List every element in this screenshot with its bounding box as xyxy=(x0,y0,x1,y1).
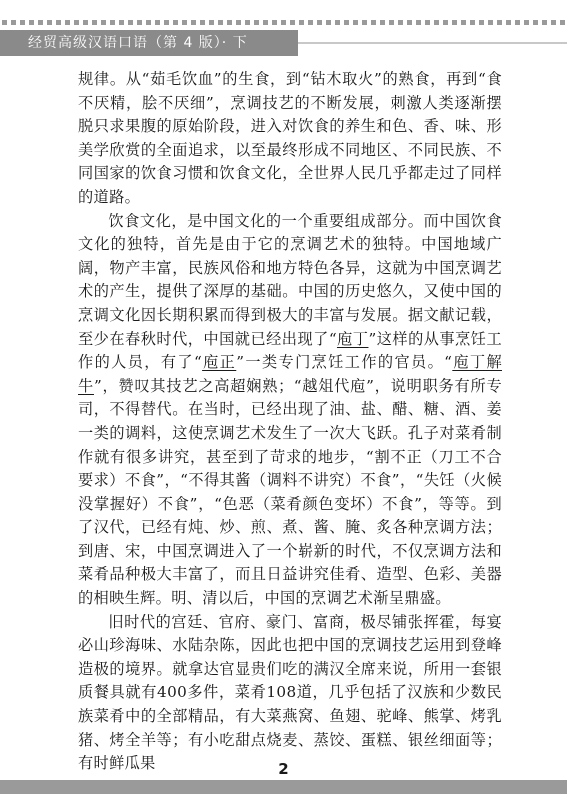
header-dot xyxy=(497,20,502,25)
header-dot xyxy=(29,20,34,25)
header-dot xyxy=(20,20,25,25)
header-dot xyxy=(281,20,286,25)
header-dot xyxy=(353,20,358,25)
paragraph-3: 旧时代的宫廷、官府、豪门、富商，极尽铺张挥霍，每宴必山珍海味、水陆杂陈，因此也把中国的烹调技艺运用到登峰造极的境界。就拿达官显贵们吃的满汉全席来说，所用一套银质餐具就有400多件，菜肴108道，几乎包括了汉族和少数民族菜肴中的全部精品，有大菜燕窝、鱼翅、驼峰、熊掌、烤乳猪、烤全羊等；有小吃甜点烧麦、蒸饺、蛋糕、银丝细面等；有时鲜瓜果 xyxy=(78,612,502,773)
header-dot xyxy=(11,20,16,25)
running-header xyxy=(0,20,567,60)
underlined-term-paozheng: 庖正 xyxy=(202,353,237,372)
header-dot xyxy=(137,20,142,25)
header-dot xyxy=(263,20,268,25)
header-dot xyxy=(398,20,403,25)
header-dot xyxy=(371,20,376,25)
header-rule xyxy=(298,42,567,44)
header-dot xyxy=(470,20,475,25)
header-dot xyxy=(38,20,43,25)
header-dot xyxy=(434,20,439,25)
header-dot xyxy=(560,20,565,25)
header-dot xyxy=(533,20,538,25)
paragraph-2-text: ”一类专门烹饪工作的官员。“ xyxy=(236,353,453,372)
header-dot xyxy=(551,20,556,25)
header-dot xyxy=(236,20,241,25)
paragraph-2-text: ”这样的从事烹饪工作的人员，有了“ xyxy=(78,329,503,372)
paragraph-2-text: 饮食文化，是中国文化的一个重要组成部分。而中国饮食文化的独特，首先是由于它的烹调艺术的独特。中国地域广阔，物产丰富，民族风俗和地方特色各异，这就为中国烹调艺术的产生，提供了深厚的基础。中国的历史悠久，又使中国的烹调文化因长期积累而得到极大的丰富与发展。据文献记载，至少在春秋时代，中国就已经出现了“ xyxy=(78,211,502,348)
header-dot xyxy=(308,20,313,25)
header-dot xyxy=(542,20,547,25)
header-dot xyxy=(173,20,178,25)
header-dot xyxy=(506,20,511,25)
header-dot xyxy=(389,20,394,25)
header-dot xyxy=(110,20,115,25)
header-dot xyxy=(47,20,52,25)
header-dot xyxy=(335,20,340,25)
header-dot xyxy=(146,20,151,25)
header-dot xyxy=(245,20,250,25)
footer-band xyxy=(0,780,567,794)
header-dot xyxy=(218,20,223,25)
paragraph-2-text: ”，赞叹其技艺之高超娴熟；“越俎代庖”，说明职务有所专司，不得替代。在当时，已经出现了油、盐、醋、糖、酒、姜一类的调料，这使烹调艺术发生了一次大飞跃。孔子对菜肴制作就有很多讲究，甚至到了苛求的地步，“割不正（刀工不合要求）不食”，“不得其酱（调料不讲究）不食”，“失饪（火候没掌握好）不食”，“色恶（菜肴颜色变坏）不食”，等等。到了汉代，已经有炖、炒、煎、煮、酱、腌、炙各种烹调方法；到唐、宋，中国烹调进入了一个崭新的时代，不仅烹调方法和菜肴品种极大丰富了，而且日益讲究佳肴、造型、色彩、美器的相映生辉。明、清以后，中国的烹调艺术渐呈鼎盛。 xyxy=(78,376,502,608)
header-dot xyxy=(272,20,277,25)
header-dot xyxy=(452,20,457,25)
header-dot xyxy=(2,20,7,25)
header-dot xyxy=(164,20,169,25)
header-dot xyxy=(155,20,160,25)
header-dot xyxy=(200,20,205,25)
header-dot xyxy=(344,20,349,25)
underlined-term-paodingjieniu: 庖丁解牛 xyxy=(78,353,502,395)
header-dot xyxy=(515,20,520,25)
header-dot xyxy=(128,20,133,25)
paragraph-2 xyxy=(78,210,502,611)
header-dot xyxy=(290,20,295,25)
header-dot xyxy=(227,20,232,25)
paragraph-1: 规律。从“茹毛饮血”的生食，到“钻木取火”的熟食，再到“食不厌精，脍不厌细”，烹调技艺的不断发展，刺激人类逐渐摆脱只求果腹的原始阶段，进入对饮食的养生和色、香、味、形美学欣赏的全面追求，以至最终形成不同地区、不同民族、不同国家的饮食习惯和饮食文化，全世界人民几乎都走过了同样的道路。 xyxy=(78,70,502,206)
header-dot xyxy=(416,20,421,25)
header-dot xyxy=(479,20,484,25)
header-dot xyxy=(182,20,187,25)
header-dot xyxy=(191,20,196,25)
header-dot xyxy=(74,20,79,25)
header-dot xyxy=(461,20,466,25)
header-dot xyxy=(443,20,448,25)
header-dot xyxy=(254,20,259,25)
header-dot xyxy=(488,20,493,25)
book-title: 经贸高级汉语口语（第 4 版）· 下 xyxy=(28,35,248,51)
page-number: 2 xyxy=(278,760,289,778)
body-text xyxy=(78,68,502,776)
header-dot xyxy=(326,20,331,25)
header-dot xyxy=(56,20,61,25)
header-dot xyxy=(209,20,214,25)
header-dot xyxy=(380,20,385,25)
header-dot xyxy=(425,20,430,25)
underlined-term-paoding: 庖丁 xyxy=(336,329,369,348)
header-dot-rule xyxy=(0,20,567,28)
header-dot xyxy=(101,20,106,25)
header-dot xyxy=(362,20,367,25)
header-dot xyxy=(65,20,70,25)
header-dot xyxy=(92,20,97,25)
header-dot xyxy=(524,20,529,25)
header-dot xyxy=(407,20,412,25)
header-dot xyxy=(83,20,88,25)
header-dot xyxy=(119,20,124,25)
header-dot xyxy=(299,20,304,25)
header-dot xyxy=(317,20,322,25)
